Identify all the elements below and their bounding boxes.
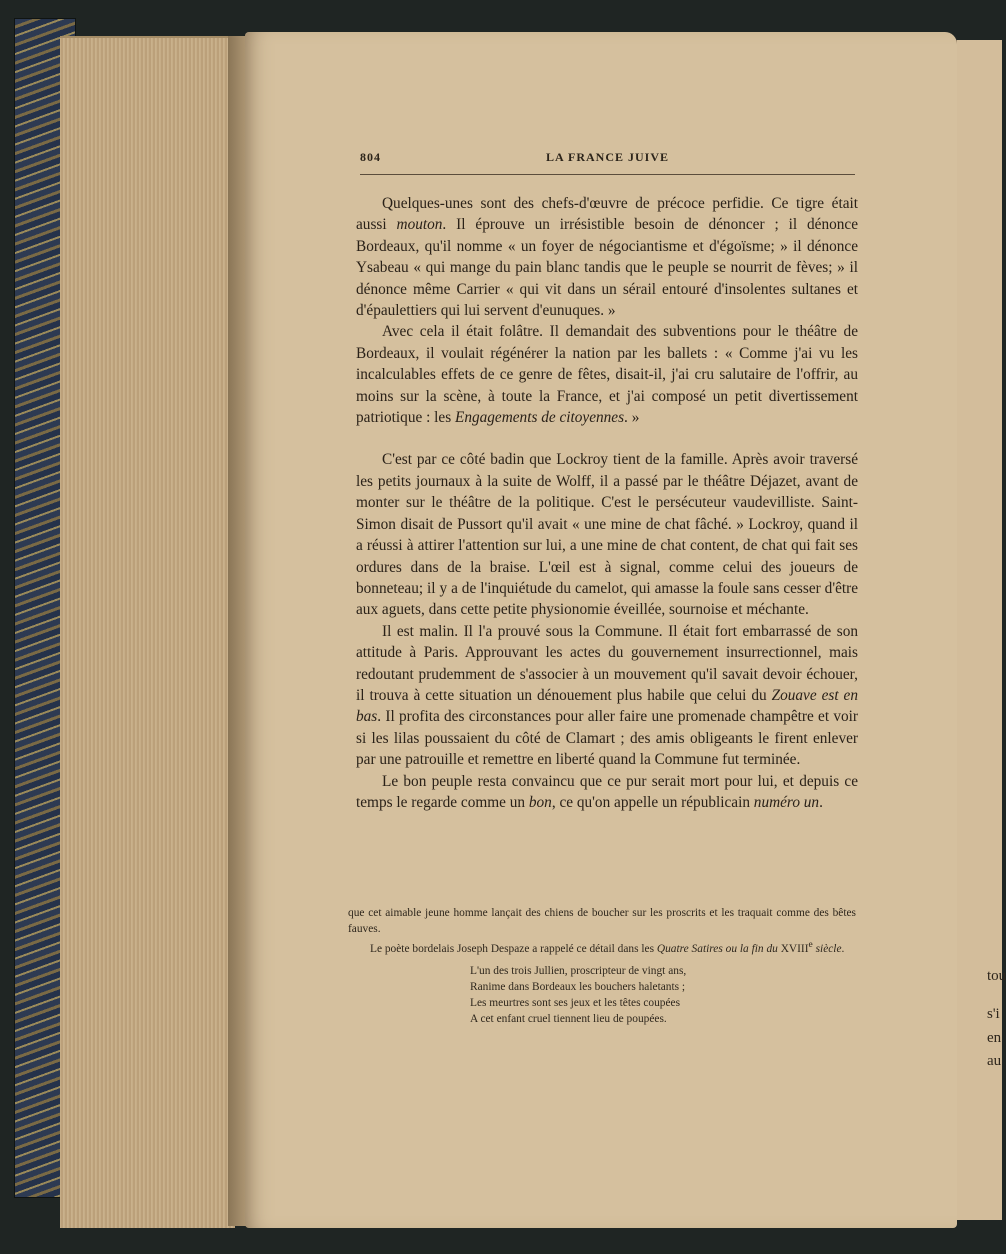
page-number: 804: [360, 150, 381, 164]
next-page-fragment: tou: [987, 968, 1006, 984]
paragraph: Avec cela il était folâtre. Il demandait des subventions pour le théâtre de Bordeaux, il voulait régénérer la nation par les ballets : « Comme j'ai vu les incalculables effets de ce genre de fêtes, disait-il, j'ai cru salutaire de l'offrir, au moins sur la scène, à toute la France, et j'ai composé un petit divertissement patriotique : les Engagements de citoyennes. »: [356, 323, 858, 427]
next-page-edge: [955, 40, 1006, 1220]
footnote-text: que cet aimable jeune homme lançait des chiens de boucher sur les proscrits et les traquait comme des bêtes fauves.: [348, 907, 856, 935]
next-page-fragment: s'i: [987, 1006, 1000, 1022]
section-gap: [356, 428, 858, 449]
verse-line: Les meurtres sont ses jeux et les têtes coupées: [470, 996, 681, 1009]
verse-quote: [470, 964, 856, 1027]
verse-line: L'un des trois Jullien, proscripteur de vingt ans,: [470, 965, 687, 978]
running-title: LA FRANCE JUIVE: [545, 150, 669, 164]
paragraph: Le bon peuple resta convaincu que ce pur serait mort pour lui, et depuis ce temps le regarde comme un bon, ce qu'on appelle un républicain numéro un.: [356, 772, 858, 811]
main-text: [356, 193, 858, 813]
footnote-text: Le poète bordelais Joseph Despaze a rappelé ce détail dans les Quatre Satires ou la fin du XVIIIe siècle.: [370, 939, 845, 955]
page-edges: [60, 36, 235, 1228]
next-page-fragment: en: [987, 1030, 1002, 1046]
running-header: [360, 150, 855, 175]
verse-line: A cet enfant cruel tiennent lieu de poupées.: [470, 1012, 667, 1025]
verse-line: Ranime dans Bordeaux les bouchers haletants ;: [470, 980, 686, 993]
paragraph: Il est malin. Il l'a prouvé sous la Commune. Il était fort embarrassé de son attitude à Paris. Approuvant les actes du gouvernement insurrectionnel, mais redoutant prudemment de s'associer à un mouvement qu'il savait devoir échouer, il trouva à cette situation un dénouement plus habile que celui du Zouave est en bas. Il profita des circonstances pour aller faire une promenade champêtre et voir si les lilas poussaient du côté de Clamart ; des amis obligeants le firent enlever par une patrouille et remettre en liberté quand la Commune fut terminée.: [356, 622, 858, 769]
next-page-fragment: au: [987, 1053, 1002, 1069]
footnotes: [348, 906, 856, 1027]
paragraph: C'est par ce côté badin que Lockroy tient de la famille. Après avoir traversé les petits journaux à la suite de Wolff, il a passé par le théâtre Déjazet, avant de monter sur le théâtre de la politique. C'est le persécuteur vaudevilliste. Saint-Simon disait de Pussort qu'il avait « une mine de chat fâché. » Lockroy, quand il a réussi à attirer l'attention sur lui, a une mine de chat content, de chat qui fait ses ordures dans de la braise. L'œil est à signal, comme celui des joueurs de bonneteau; il y a de l'inquiétude du camelot, qui amasse la foule sans cesser d'être aux aguets, dans cette petite physionomie éveillée, sournoise et méchante.: [356, 451, 858, 619]
paragraph: Quelques-unes sont des chefs-d'œuvre de précoce perfidie. Ce tigre était aussi mouton. Il éprouve un irrésistible besoin de dénoncer ; il dénonce Bordeaux, qu'il nomme « un foyer de négociantisme et d'égoïsme; » il dénonce Ysabeau « qui mange du pain blanc tandis que le peuple se nourrit de fèves; » il dénonce même Carrier « qui vit dans un sérail entouré d'insolentes sultanes et d'épaulettiers qui lui servent d'eunuques. »: [356, 195, 858, 320]
